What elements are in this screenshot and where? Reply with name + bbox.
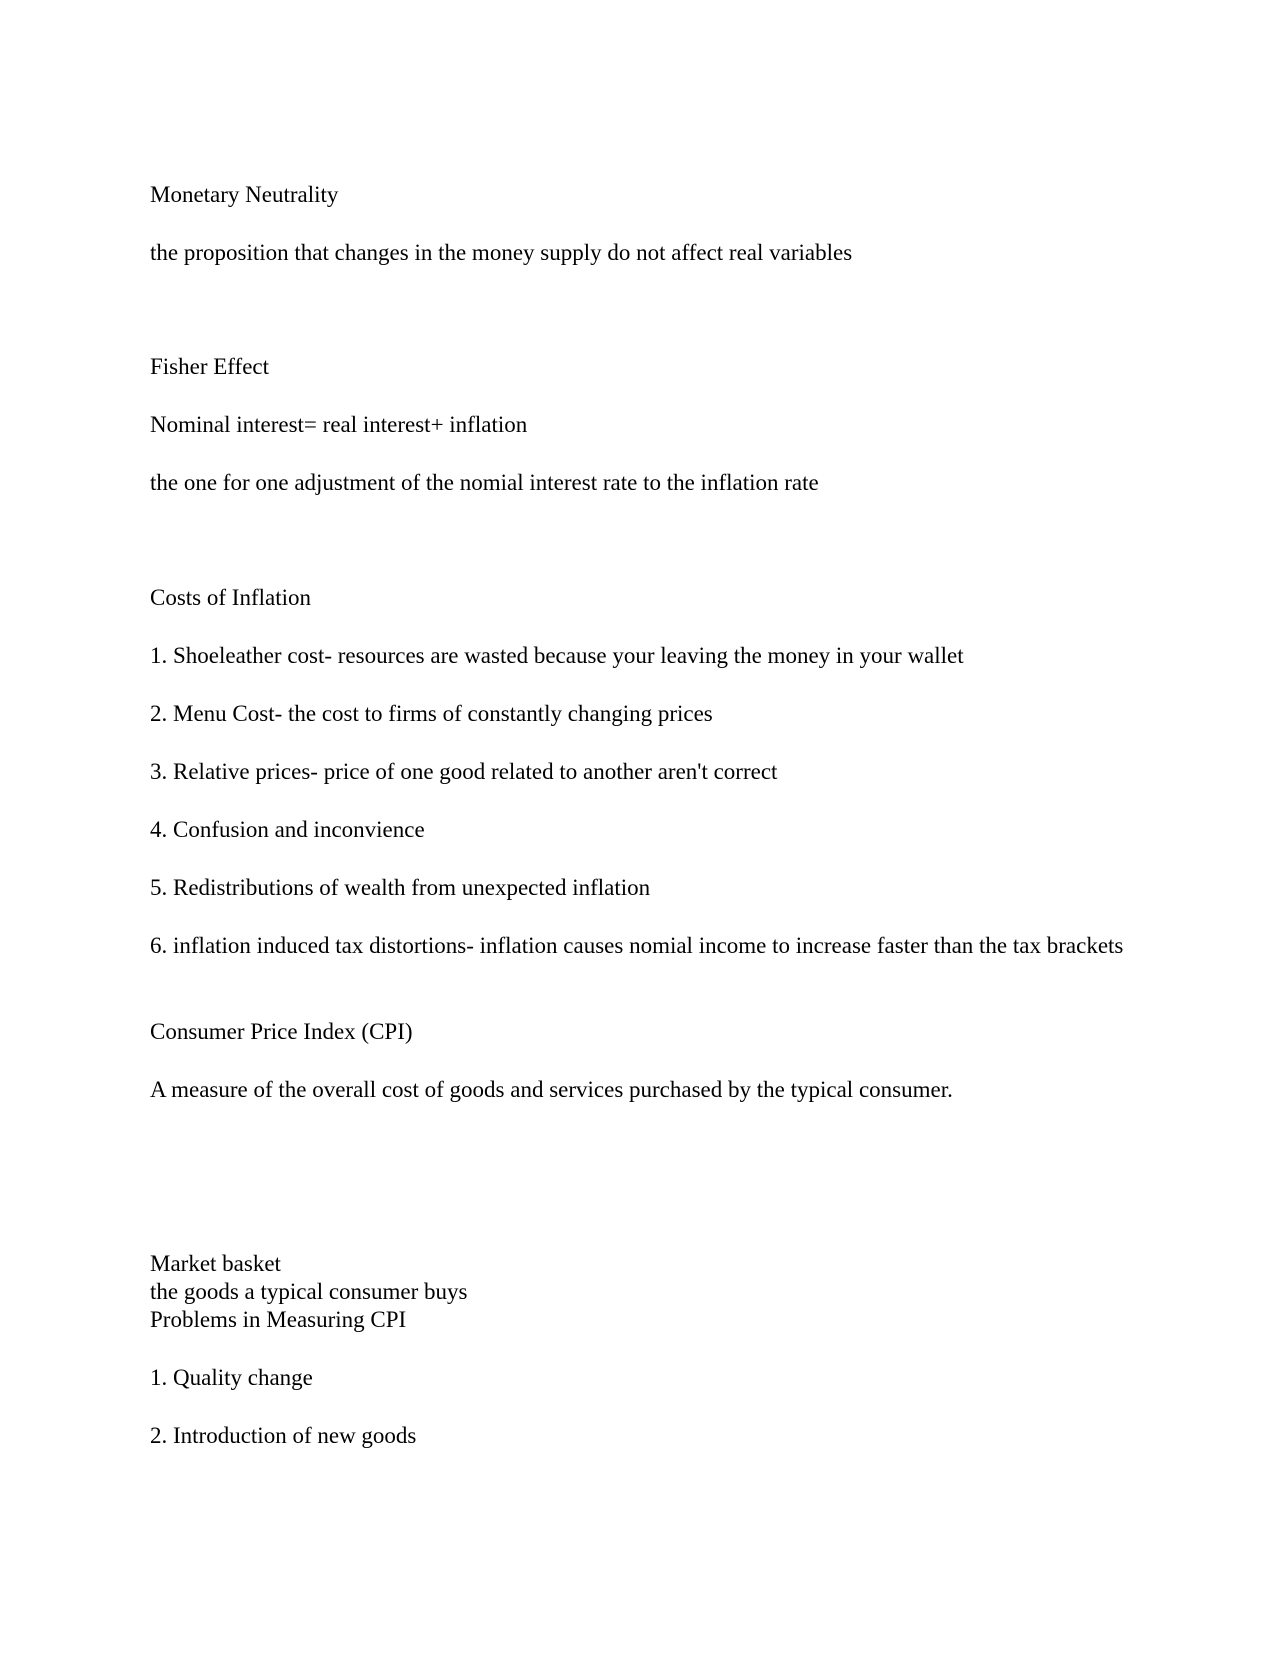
definition-fisher-effect: the one for one adjustment of the nomial interest rate to the inflation rate xyxy=(150,470,819,495)
list-item: 1. Quality change xyxy=(150,1365,313,1390)
list-item: 4. Confusion and inconvience xyxy=(150,817,425,842)
list-item: 3. Relative prices- price of one good related to another aren't correct xyxy=(150,759,778,784)
definition-monetary-neutrality: the proposition that changes in the money supply do not affect real variables xyxy=(150,240,853,265)
list-item: 6. inflation induced tax distortions- inflation causes nomial income to increase faster than the tax brackets xyxy=(150,933,1124,958)
list-item: 2. Introduction of new goods xyxy=(150,1423,417,1448)
heading-market-basket: Market basket xyxy=(150,1251,281,1276)
heading-monetary-neutrality: Monetary Neutrality xyxy=(150,182,339,207)
heading-problems-cpi: Problems in Measuring CPI xyxy=(150,1307,407,1332)
heading-fisher-effect: Fisher Effect xyxy=(150,354,270,379)
list-item: 2. Menu Cost- the cost to firms of constantly changing prices xyxy=(150,701,713,726)
equation-fisher-effect: Nominal interest= real interest+ inflation xyxy=(150,412,528,437)
definition-market-basket: the goods a typical consumer buys xyxy=(150,1279,468,1304)
list-item: 5. Redistributions of wealth from unexpected inflation xyxy=(150,875,651,900)
heading-costs-of-inflation: Costs of Inflation xyxy=(150,585,311,610)
heading-cpi: Consumer Price Index (CPI) xyxy=(150,1019,413,1044)
list-item: 1. Shoeleather cost- resources are wasted because your leaving the money in your wallet xyxy=(150,643,964,668)
definition-cpi: A measure of the overall cost of goods and services purchased by the typical consumer. xyxy=(150,1077,953,1102)
